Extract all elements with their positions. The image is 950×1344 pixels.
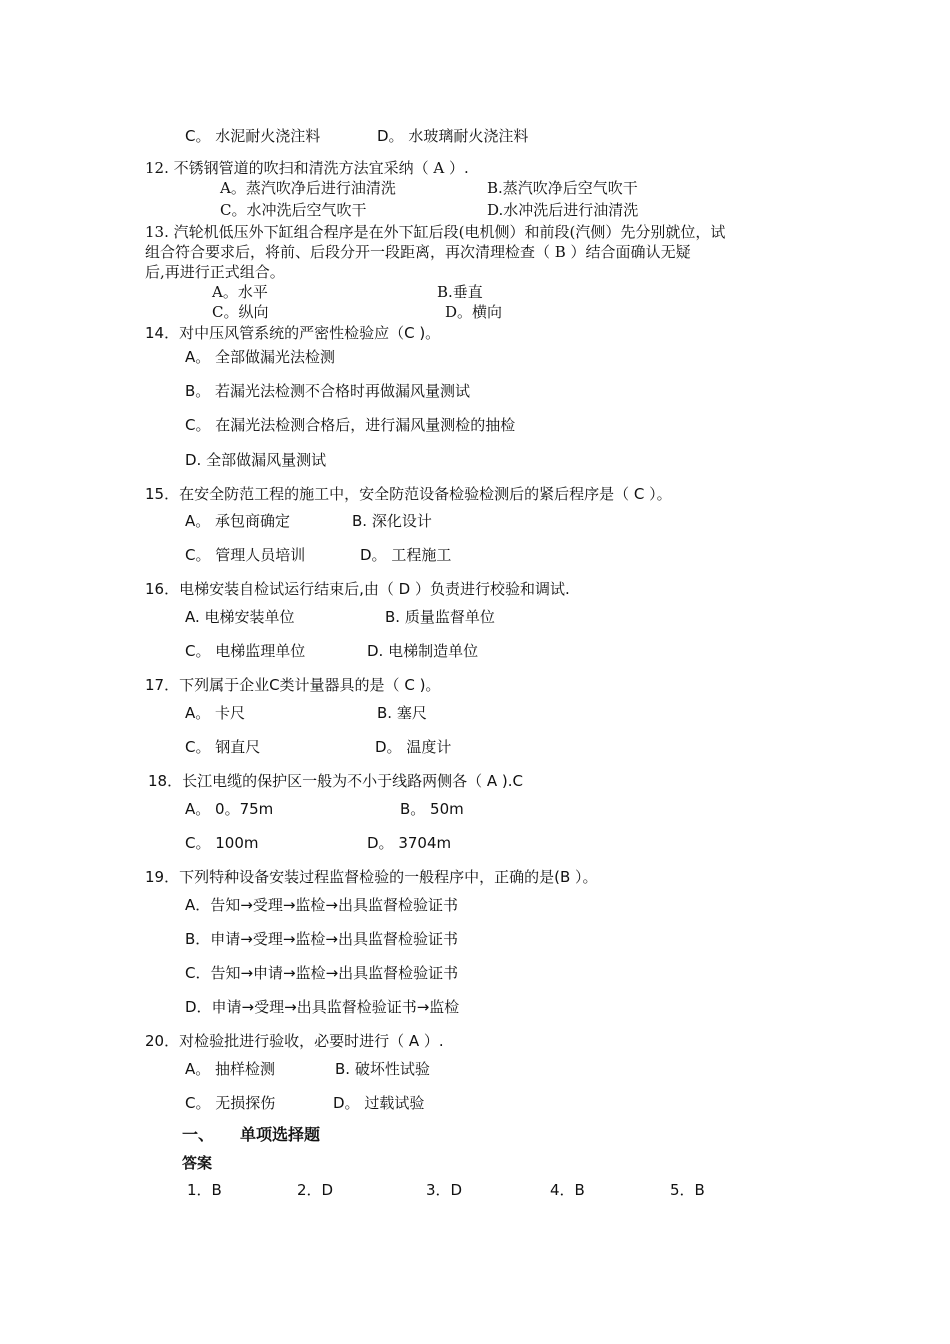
option-d: D. 电梯制造单位 [367,642,479,660]
question-13-line3: 后,再进行正式组合。 [145,263,285,281]
answer-item: 3．D [426,1181,463,1199]
option-a: A。蒸汽吹净后进行油清洗 [220,179,396,197]
option-b: B。 50m [400,800,464,818]
option-c: C。 钢直尺 [185,738,261,756]
option-a: A。水平 [212,283,268,301]
question-13-line2: 组合符合要求后，将前、后段分开一段距离，再次清理检查（ B ）结合面确认无疑 [145,243,691,261]
option-d: D．申请→受理→出具监督检验证书→监检 [185,998,460,1016]
option-a: A．告知→受理→监检→出具监督检验证书 [185,896,458,914]
option-d: D。 3704m [367,834,452,852]
option-d: D.水冲洗后进行油清洗 [487,201,639,219]
answers-label: 答案 [182,1154,213,1172]
option-b: B. 质量监督单位 [385,608,495,626]
option-d: D。横向 [445,303,503,321]
question-14: 14．对中压风管系统的严密性检验应（C )。 [145,324,441,342]
question-18: 18．长江电缆的保护区一般为不小于线路两侧各（ A ).C [148,772,523,790]
option-d: D。 过载试验 [333,1094,425,1112]
option-b: B.蒸汽吹净后空气吹干 [487,179,638,197]
option-d: D。 温度计 [375,738,452,756]
option-a: A. 电梯安装单位 [185,608,295,626]
answer-item: 5．B [670,1181,705,1199]
option-b: B. 深化设计 [352,512,432,530]
option-c: C。纵向 [212,303,269,321]
option-a: A。 承包商确定 [185,512,291,530]
option-d: D. 全部做漏风量测试 [185,451,327,469]
option-c: C。 无损探伤 [185,1094,276,1112]
option-b: B.垂直 [437,283,483,301]
question-17: 17．下列属于企业C类计量器具的是（ C )。 [145,676,441,694]
question-13-line1: 13. 汽轮机低压外下缸组合程序是在外下缸后段(电机侧）和前段(汽侧）先分别就位，试 [145,223,726,241]
option-c: C。 100m [185,834,259,852]
option-c: C。 水泥耐火浇注料 [185,127,321,145]
option-a: A。 卡尺 [185,704,246,722]
question-12: 12. 不锈钢管道的吹扫和清洗方法宜采纳（ A ）. [145,159,469,177]
question-16: 16．电梯安装自检试运行结束后,由（ D ）负责进行校验和调试. [145,580,570,598]
answer-item: 4．B [550,1181,585,1199]
answer-item: 1．B [187,1181,222,1199]
option-a: A。 0。75m [185,800,274,818]
section-title: 单项选择题 [240,1125,321,1144]
answer-item: 2．D [297,1181,334,1199]
option-c: C。 管理人员培训 [185,546,306,564]
option-b: B．申请→受理→监检→出具监督检验证书 [185,930,458,948]
option-a: A。 全部做漏光法检测 [185,348,336,366]
option-c: C。水冲洗后空气吹干 [220,201,367,219]
option-d: D。 工程施工 [360,546,452,564]
option-b: B。 若漏光法检测不合格时再做漏风量测试 [185,382,471,400]
section-number: 一、 [182,1125,215,1144]
option-d: D。 水玻璃耐火浇注料 [377,127,529,145]
option-b: B. 塞尺 [377,704,427,722]
option-c: C．告知→申请→监检→出具监督检验证书 [185,964,459,982]
question-15: 15．在安全防范工程的施工中，安全防范设备检验检测后的紧后程序是（ C ）。 [145,485,672,503]
option-a: A。 抽样检测 [185,1060,276,1078]
option-b: B. 破坏性试验 [335,1060,430,1078]
question-19: 19．下列特种设备安装过程监督检验的一般程序中，正确的是(B ）。 [145,868,598,886]
option-c: C。 电梯监理单位 [185,642,306,660]
option-c: C。 在漏光法检测合格后，进行漏风量测检的抽检 [185,416,516,434]
question-20: 20．对检验批进行验收，必要时进行（ A ）. [145,1032,444,1050]
